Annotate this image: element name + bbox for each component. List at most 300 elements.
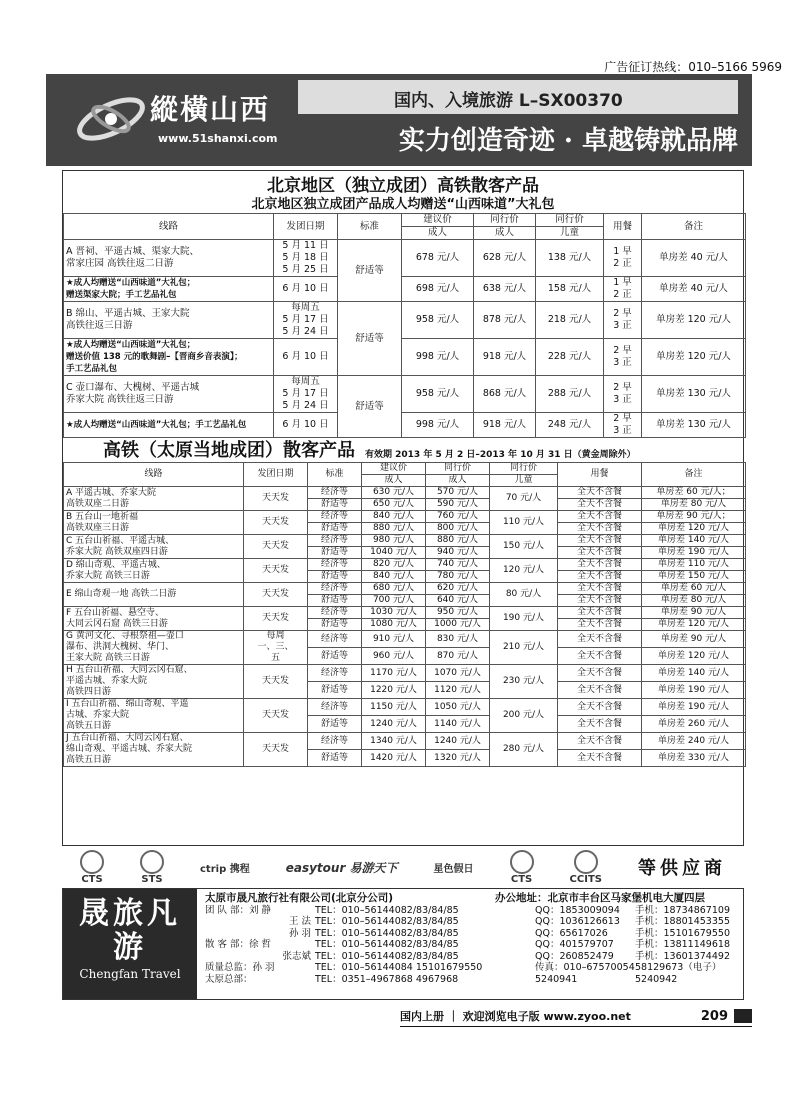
note-cell: 单房差 90 元/人 [642, 607, 746, 619]
gift-line: ★成人均赠送“山西味道”大礼包； [66, 278, 196, 288]
route-line: E 绵山奇观一地 高铁二日游 [66, 589, 177, 599]
col-note: 备注 [642, 214, 746, 240]
contact-row [205, 905, 739, 917]
meal-cell: 全天不含餐 [558, 535, 642, 547]
child-price: 210 元/人 [490, 631, 558, 665]
contact-dept: 孙 羽 [288, 927, 311, 939]
child-price: 110 元/人 [490, 511, 558, 535]
meal-line: 2 正 [613, 289, 632, 300]
route-cell [64, 376, 274, 413]
suggested-price: 678 元/人 [402, 240, 474, 277]
col-peer: 同行价 [426, 463, 490, 475]
date-line: 天天发 [261, 676, 289, 686]
date-cell [274, 413, 338, 438]
contact-row [205, 928, 739, 940]
date-line: 天天发 [261, 493, 289, 503]
meal-cell: 全天不含餐 [558, 487, 642, 499]
route-line: A 晋祠、平遥古城、渠家大院、 [66, 246, 200, 257]
contact-mobile: 手机：18734867109 [635, 904, 730, 916]
suggested-price: 630 元/人 [362, 487, 426, 499]
note-cell: 单房差 330 元/人 [642, 750, 746, 767]
meal-cell [604, 376, 642, 413]
date-line: 每周五 [291, 376, 320, 387]
route-line: 瀑布、洪洞大槐树、华门、 [66, 642, 175, 652]
contact-mobile: 手机：18801453355 [635, 916, 730, 927]
route-cell [64, 699, 244, 733]
col-meal: 用餐 [604, 214, 642, 240]
date-cell [244, 535, 308, 559]
meal-cell: 全天不含餐 [558, 607, 642, 619]
route-line: G 黄河文化、寻根祭祖—壶口 [66, 631, 184, 641]
peer-price: 1070 元/人 [426, 665, 490, 682]
table-row [64, 699, 746, 716]
brand-url[interactable]: www.51shanxi.com [158, 132, 278, 145]
footer-text: 国内上册 ｜ 欢迎浏览电子版 www.zyoo.net [400, 1010, 631, 1023]
contact-row [205, 962, 739, 974]
ccits-icon [574, 850, 598, 874]
standard-cell: 经济等 [308, 607, 362, 619]
route-line: 常家庄园 高铁往返二日游 [66, 258, 174, 269]
standard-cell: 经济等 [308, 631, 362, 648]
date-cell [274, 240, 338, 277]
contact-dept: 太原总部： [205, 973, 253, 985]
partner-logo: easytour 易游天下 [285, 860, 398, 875]
route-line: 王家大院 高铁三日游 [66, 653, 150, 663]
route-line: B 五台山一地祈福 [66, 511, 139, 522]
partner-logo: CTS [510, 850, 534, 885]
date-line: 5 月 24 日 [282, 400, 329, 411]
date-cell [244, 559, 308, 583]
suggested-price: 1340 元/人 [362, 733, 426, 750]
suggested-price: 958 元/人 [402, 302, 474, 339]
date-cell [274, 302, 338, 339]
suggested-price: 1240 元/人 [362, 716, 426, 733]
date-line: 5 月 17 日 [282, 314, 329, 325]
contact-row [205, 974, 739, 986]
note-cell: 单房差 80 元/人 [642, 499, 746, 511]
peer-price: 918 元/人 [474, 339, 536, 376]
suggested-price: 1220 元/人 [362, 682, 426, 699]
standard-cell: 舒适等 [308, 648, 362, 665]
meal-cell [604, 240, 642, 277]
table-row [64, 277, 746, 302]
child-price: 288 元/人 [536, 376, 604, 413]
col-adult: 成人 [362, 475, 426, 487]
section2-title: 高铁（太原当地成团）散客产品 [103, 440, 355, 461]
swirl-logo-icon [74, 84, 148, 154]
route-line: A 平遥古城、乔家大院 [66, 487, 157, 498]
suggested-price: 910 元/人 [362, 631, 426, 648]
route-line: C 五台山祈福、平遥古城、 [66, 535, 175, 546]
contact-row [205, 951, 739, 963]
peer-price: 590 元/人 [426, 499, 490, 511]
suggested-price: 880 元/人 [362, 523, 426, 535]
table-row [64, 487, 746, 499]
col-peer: 同行价 [474, 214, 536, 227]
peer-price: 830 元/人 [426, 631, 490, 648]
gift-line: ★成人均赠送“山西味道”大礼包； [66, 340, 196, 350]
meal-cell [604, 339, 642, 376]
standard-cell: 经济等 [308, 511, 362, 523]
table-row [64, 559, 746, 571]
note-cell: 单房差 90 元/人 [642, 631, 746, 648]
note-cell: 单房差 260 元/人 [642, 716, 746, 733]
note-cell: 单房差 140 元/人 [642, 535, 746, 547]
child-price: 158 元/人 [536, 277, 604, 302]
child-price: 230 元/人 [490, 665, 558, 699]
meal-line: 3 正 [613, 357, 632, 368]
meal-cell [604, 277, 642, 302]
meal-cell: 全天不含餐 [558, 699, 642, 716]
taiyuan-table [63, 462, 746, 767]
col-suggested: 建议价 [402, 214, 474, 227]
company-logo [63, 889, 197, 999]
gift-cell [64, 277, 274, 302]
route-cell [64, 487, 244, 511]
meal-cell: 全天不含餐 [558, 571, 642, 583]
partner-logo: ctrip 携程 [200, 863, 250, 875]
meal-cell: 全天不含餐 [558, 595, 642, 607]
contact-row [205, 939, 739, 951]
route-cell [64, 665, 244, 699]
contact-dept: 质量总监：孙 羽 [205, 962, 275, 973]
standard-cell: 舒适等 [308, 595, 362, 607]
peer-price: 1140 元/人 [426, 716, 490, 733]
suggested-price: 960 元/人 [362, 648, 426, 665]
suggested-price: 820 元/人 [362, 559, 426, 571]
table-row [64, 665, 746, 682]
contact-tel: TEL：0351–4967868 4967968 [315, 973, 459, 985]
standard-cell: 经济等 [308, 559, 362, 571]
route-line: 平遥古城、乔家大院 [66, 676, 148, 686]
standard-cell: 舒适等 [308, 499, 362, 511]
date-line: 天天发 [261, 710, 289, 720]
col-route: 线路 [64, 463, 244, 487]
col-child: 儿童 [490, 475, 558, 487]
standard-cell: 舒适等 [338, 302, 402, 376]
note-cell: 单房差 60 元/人 [642, 583, 746, 595]
standard-cell: 经济等 [308, 665, 362, 682]
table-row [64, 240, 746, 277]
note-cell: 单房差 60 元/人； [642, 487, 746, 499]
col-date: 发团日期 [274, 214, 338, 240]
note-cell: 单房差 120 元/人 [642, 523, 746, 535]
meal-line: 2 早 [613, 382, 632, 393]
child-price: 228 元/人 [536, 339, 604, 376]
standard-cell: 舒适等 [308, 750, 362, 767]
standard-cell: 舒适等 [308, 547, 362, 559]
date-line: 每周 [266, 631, 285, 641]
note-cell: 单房差 120 元/人 [642, 648, 746, 665]
peer-price: 940 元/人 [426, 547, 490, 559]
contact-qq: QQ：65617026 [535, 927, 608, 939]
route-line: 高铁五日游 [66, 721, 112, 731]
star-icon [510, 850, 534, 874]
note-cell: 单房差 130 元/人 [642, 376, 746, 413]
note-cell: 单房差 190 元/人 [642, 699, 746, 716]
date-cell [244, 631, 308, 665]
date-line: 天天发 [261, 517, 289, 527]
globe-icon [80, 850, 104, 874]
route-cell [64, 631, 244, 665]
peer-price: 1320 元/人 [426, 750, 490, 767]
contact-list [205, 905, 739, 986]
meal-line: 2 早 [613, 413, 632, 424]
meal-cell: 全天不含餐 [558, 665, 642, 682]
route-line: D 绵山奇观、平遥古城、 [66, 559, 166, 570]
note-cell: 单房差 240 元/人 [642, 733, 746, 750]
peer-price: 760 元/人 [426, 511, 490, 523]
suggested-price: 840 元/人 [362, 571, 426, 583]
standard-cell: 舒适等 [308, 571, 362, 583]
meal-cell: 全天不含餐 [558, 499, 642, 511]
date-line: 5 月 18 日 [282, 252, 329, 263]
header-banner [46, 74, 752, 166]
contact-mobile: 5240942 [635, 973, 678, 985]
company-header-row [205, 893, 739, 905]
col-adult-peer: 成人 [426, 475, 490, 487]
route-cell [64, 559, 244, 583]
col-peer-child: 同行价 [490, 463, 558, 475]
date-line: 6 月 10 日 [282, 283, 329, 294]
page-number: 209 [700, 1008, 728, 1024]
route-cell [64, 302, 274, 339]
contact-qq: 5240941 [535, 973, 578, 985]
date-cell [244, 607, 308, 631]
standard-cell: 经济等 [308, 535, 362, 547]
date-line: 每周五 [291, 302, 320, 313]
table-row [64, 583, 746, 595]
date-cell [244, 733, 308, 767]
col-adult: 成人 [402, 227, 474, 240]
peer-price: 638 元/人 [474, 277, 536, 302]
gift-line: ★成人均赠送“山西味道”大礼包；手工艺品礼包 [66, 420, 247, 430]
date-line: 5 月 17 日 [282, 388, 329, 399]
route-line: F 五台山祈福、悬空寺、 [66, 607, 165, 618]
banner-subtitle: 国内、入境旅游 L–SX00370 [298, 80, 738, 114]
contact-qq: QQ：401579707 [535, 939, 614, 950]
section1-title: 北京地区（独立成团）高铁散客产品 [267, 176, 539, 196]
peer-price: 780 元/人 [426, 571, 490, 583]
suggested-price: 1170 元/人 [362, 665, 426, 682]
suggested-price: 998 元/人 [402, 339, 474, 376]
gift-cell [64, 413, 274, 438]
child-price: 190 元/人 [490, 607, 558, 631]
peer-price: 1050 元/人 [426, 699, 490, 716]
note-cell: 单房差 190 元/人 [642, 682, 746, 699]
route-line: 古城、乔家大院 [66, 710, 130, 720]
date-cell [244, 665, 308, 699]
col-child: 儿童 [536, 227, 604, 240]
note-cell: 单房差 40 元/人 [642, 240, 746, 277]
col-suggested: 建议价 [362, 463, 426, 475]
suggested-price: 680 元/人 [362, 583, 426, 595]
meal-line: 3 正 [613, 394, 632, 405]
date-cell [274, 376, 338, 413]
meal-cell: 全天不含餐 [558, 648, 642, 665]
contact-row [205, 916, 739, 928]
contact-tel: TEL：010–56144082/83/84/85 [315, 927, 459, 939]
col-standard: 标准 [308, 463, 362, 487]
meal-cell: 全天不含餐 [558, 631, 642, 648]
route-line: I 五台山祈福、绵山奇观、平遥 [66, 699, 189, 709]
table-row [64, 511, 746, 523]
route-cell [64, 240, 274, 277]
meal-line: 3 正 [613, 425, 632, 436]
route-line: 绵山奇观、平遥古城、乔家大院 [66, 744, 193, 754]
col-date: 发团日期 [244, 463, 308, 487]
gift-line: 手工艺品礼包 [66, 364, 118, 374]
suggested-price: 650 元/人 [362, 499, 426, 511]
peer-price: 1240 元/人 [426, 733, 490, 750]
route-cell [64, 733, 244, 767]
peer-price: 870 元/人 [426, 648, 490, 665]
date-cell [244, 511, 308, 535]
table-row [64, 302, 746, 339]
child-price: 218 元/人 [536, 302, 604, 339]
meal-cell: 全天不含餐 [558, 583, 642, 595]
table-row [64, 631, 746, 648]
peer-price: 868 元/人 [474, 376, 536, 413]
suggested-price: 698 元/人 [402, 277, 474, 302]
table-row [64, 535, 746, 547]
peer-price: 918 元/人 [474, 413, 536, 438]
peer-price: 950 元/人 [426, 607, 490, 619]
partner-logo: 星色假日 [433, 863, 474, 875]
table-row [64, 339, 746, 376]
gift-cell [64, 339, 274, 376]
standard-cell: 舒适等 [338, 240, 402, 302]
child-price: 200 元/人 [490, 699, 558, 733]
suggested-price: 958 元/人 [402, 376, 474, 413]
note-cell: 单房差 140 元/人 [642, 665, 746, 682]
meal-line: 2 正 [613, 258, 632, 269]
peer-price: 1000 元/人 [426, 619, 490, 631]
col-standard: 标准 [338, 214, 402, 240]
company-address: 办公地址：北京市丰台区马家堡机电大厦四层 [495, 892, 705, 904]
contact-qq: QQ：1036126613 [535, 916, 620, 927]
date-cell [244, 583, 308, 607]
col-meal: 用餐 [558, 463, 642, 487]
child-price: 138 元/人 [536, 240, 604, 277]
company-logo-text: 晟旅凡游 [79, 896, 181, 965]
note-cell: 单房差 120 元/人 [642, 302, 746, 339]
date-line: 6 月 10 日 [282, 351, 329, 362]
contact-tel: TEL：010–56144082/83/84/85 [315, 939, 459, 950]
route-line: H 五台山祈福、大同云冈石窟、 [66, 665, 193, 675]
col-route: 线路 [64, 214, 274, 240]
standard-cell: 经济等 [308, 699, 362, 716]
route-line: B 绵山、平遥古城、王家大院 [66, 308, 190, 319]
partner-logo: CTS [80, 850, 104, 885]
contact-mobile: 58129673（电子） [635, 962, 722, 973]
partner-logo: CCITS [570, 850, 602, 885]
date-line: 天天发 [261, 589, 289, 599]
note-cell: 单房差 120 元/人 [642, 619, 746, 631]
meal-line: 1 早 [613, 246, 632, 257]
peer-price: 640 元/人 [426, 595, 490, 607]
date-line: 天天发 [261, 613, 289, 623]
peer-price: 1120 元/人 [426, 682, 490, 699]
meal-cell [604, 302, 642, 339]
section1-subtitle: 北京地区独立成团产品成人均赠送“山西味道”大礼包 [251, 197, 555, 212]
contact-qq: 传真：010–67570054 [535, 962, 635, 973]
validity-period: 有效期 2013 年 5 月 2 日–2013 年 10 月 31 日（黄金周除外） [365, 450, 636, 460]
partner-logo: STS [140, 850, 164, 885]
suggested-price: 700 元/人 [362, 595, 426, 607]
date-line: 5 月 11 日 [282, 240, 329, 251]
note-cell: 单房差 190 元/人 [642, 547, 746, 559]
standard-cell: 舒适等 [308, 619, 362, 631]
standard-cell: 经济等 [308, 583, 362, 595]
suggested-price: 1420 元/人 [362, 750, 426, 767]
note-cell: 单房差 150 元/人 [642, 571, 746, 583]
sts-icon [140, 850, 164, 874]
contact-mobile: 手机：13811149618 [635, 939, 730, 950]
contact-mobile: 手机：13601374492 [635, 950, 730, 962]
suggested-price: 998 元/人 [402, 413, 474, 438]
note-cell: 单房差 110 元/人 [642, 559, 746, 571]
meal-line: 1 早 [613, 277, 632, 288]
standard-cell: 舒适等 [308, 682, 362, 699]
note-cell: 单房差 90 元/人； [642, 511, 746, 523]
peer-price: 880 元/人 [426, 535, 490, 547]
section2-heading [63, 438, 743, 462]
suggested-price: 1030 元/人 [362, 607, 426, 619]
route-line: C 壶口瀑布、大槐树、平遥古城 [66, 382, 200, 393]
peer-price: 628 元/人 [474, 240, 536, 277]
meal-cell: 全天不含餐 [558, 682, 642, 699]
contact-qq: QQ：1853009094 [535, 904, 620, 916]
beijing-table [63, 213, 746, 438]
peer-price: 800 元/人 [426, 523, 490, 535]
suggested-price: 1040 元/人 [362, 547, 426, 559]
child-price: 280 元/人 [490, 733, 558, 767]
route-line: 高铁双座三日游 [66, 522, 130, 533]
meal-cell: 全天不含餐 [558, 559, 642, 571]
date-cell [244, 487, 308, 511]
table-row [64, 413, 746, 438]
company-block [62, 888, 744, 1000]
date-line: 6 月 10 日 [282, 419, 329, 430]
meal-cell: 全天不含餐 [558, 733, 642, 750]
footer-rule [400, 1026, 752, 1027]
standard-cell: 舒适等 [308, 523, 362, 535]
contact-dept: 团 队 部：刘 静 [205, 904, 272, 916]
date-cell [244, 699, 308, 733]
banner-right [298, 80, 738, 160]
standard-cell: 经济等 [308, 487, 362, 499]
date-line: 天天发 [261, 541, 289, 551]
meal-line: 2 早 [613, 345, 632, 356]
contact-tel: TEL：010–56144084 15101679550 [315, 962, 483, 973]
supplier-label: 等供应商 [637, 858, 726, 879]
child-price: 120 元/人 [490, 559, 558, 583]
peer-price: 878 元/人 [474, 302, 536, 339]
route-line: 乔家大院 高铁三日游 [66, 570, 150, 581]
standard-cell: 舒适等 [338, 376, 402, 438]
meal-cell: 全天不含餐 [558, 511, 642, 523]
route-line: 高铁五日游 [66, 755, 112, 765]
note-cell: 单房差 120 元/人 [642, 339, 746, 376]
route-cell [64, 607, 244, 631]
date-line: 五 [270, 653, 280, 663]
company-logo-en: Chengfan Travel [79, 967, 181, 981]
route-cell [64, 511, 244, 535]
note-cell: 单房差 80 元/人 [642, 595, 746, 607]
contact-dept: 王 法 [288, 916, 311, 927]
date-cell [274, 277, 338, 302]
